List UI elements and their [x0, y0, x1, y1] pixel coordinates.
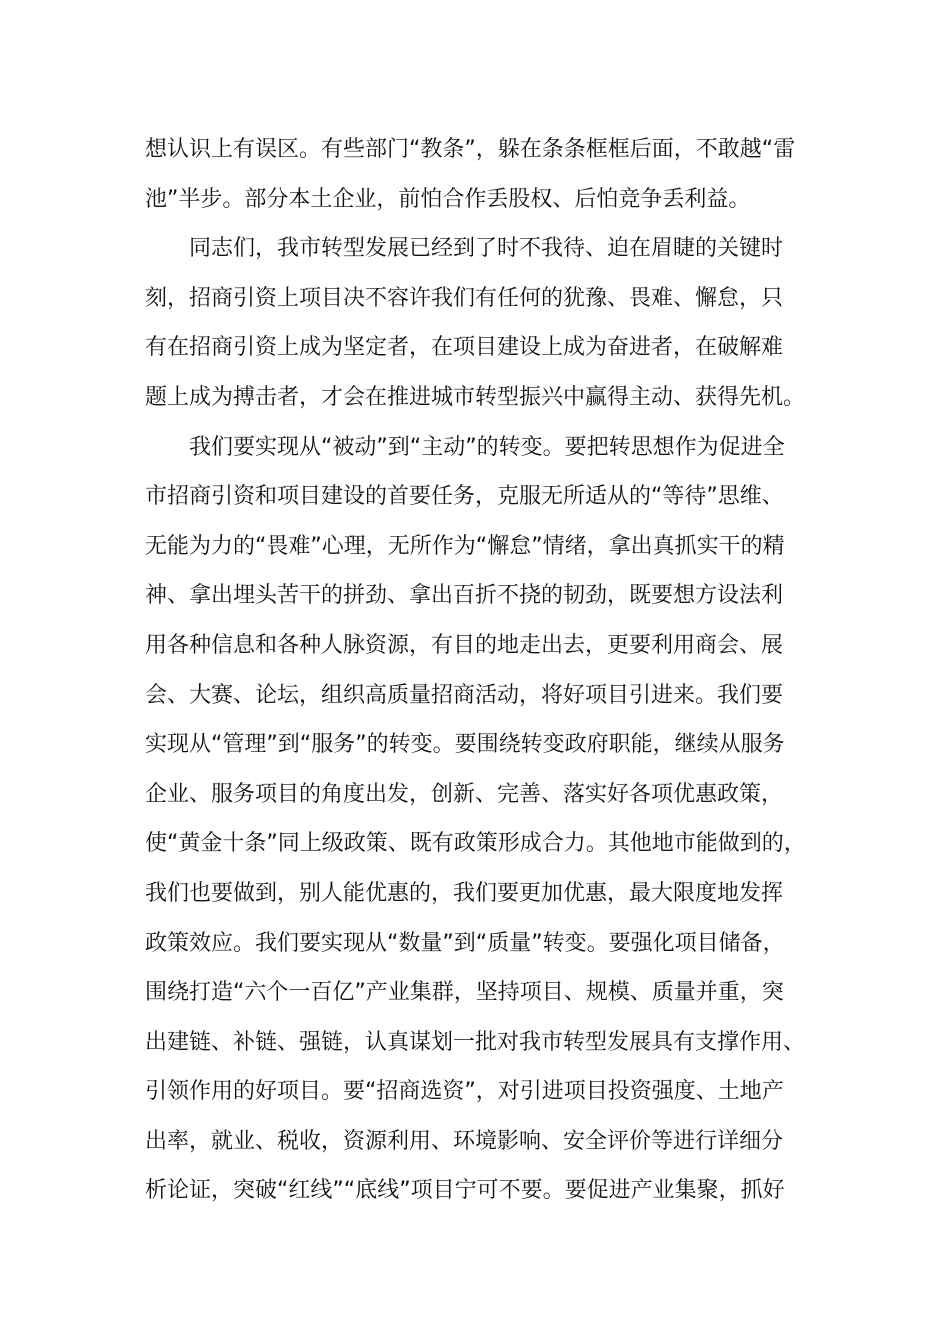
- text-line-7: 我们要实现从“被动”到“主动”的转变。要把转思想作为促进全: [189, 434, 785, 460]
- text-line-1: 想认识上有误区。有些部门“教条”，躲在条条框框后面，不敢越“雷: [145, 137, 796, 162]
- text-line-21: 出率，就业、税收，资源利用、环境影响、安全评价等进行详细分: [145, 1128, 784, 1154]
- text-line-16: 我们也要做到，别人能优惠的，我们要更加优惠，最大限度地发挥: [145, 880, 784, 906]
- text-line-5: 有在招商引资上成为坚定者，在项目建设上成为奋进者，在破解难: [145, 335, 784, 361]
- text-line-6: 题上成为搏击者，才会在推进城市转型振兴中赢得主动、获得先机。: [145, 384, 806, 410]
- text-line-3: 同志们，我市转型发展已经到了时不我待、迫在眉睫的关键时: [189, 236, 784, 262]
- text-line-22: 析论证，突破“红线”“底线”项目宁可不要。要促进产业集聚，抓好: [145, 1178, 785, 1204]
- text-line-9: 无能为力的“畏难”心理，无所作为“懈怠”情绪，拿出真抓实干的精: [145, 533, 785, 559]
- text-line-10: 神、拿出埋头苦干的拼劲、拿出百折不挠的韧劲，既要想方设法利: [145, 583, 784, 609]
- text-line-8: 市招商引资和项目建设的首要任务，克服无所适从的“等待”思维、: [145, 484, 784, 510]
- text-line-18: 围绕打造“六个一百亿”产业集群，坚持项目、规模、质量并重，突: [145, 980, 784, 1006]
- text-line-20: 引领作用的好项目。要“招商选资”，对引进项目投资强度、土地产: [145, 1079, 784, 1105]
- text-line-17: 政策效应。我们要实现从“数量”到“质量”转变。要强化项目储备，: [145, 930, 785, 956]
- text-line-4: 刻，招商引资上项目决不容许我们有任何的犹豫、畏难、懈怠，只: [145, 285, 784, 311]
- text-line-15: 使“黄金十条”同上级政策、既有政策形成合力。其他地市能做到的，: [145, 831, 806, 857]
- body-text: [145, 125, 825, 1216]
- text-line-2: 池”半步。部分本土企业，前怕合作丢股权、后怕竞争丢利益。: [145, 186, 751, 212]
- text-line-14: 企业、服务项目的角度出发，创新、完善、落实好各项优惠政策，: [145, 781, 784, 807]
- text-line-13: 实现从“管理”到“服务”的转变。要围绕转变政府职能，继续从服务: [145, 732, 785, 758]
- text-line-11: 用各种信息和各种人脉资源，有目的地走出去，更要利用商会、展: [145, 632, 784, 658]
- text-line-19: 出建链、补链、强链，认真谋划一批对我市转型发展具有支撑作用、: [145, 1029, 806, 1055]
- text-line-12: 会、大赛、论坛，组织高质量招商活动，将好项目引进来。我们要: [145, 682, 784, 708]
